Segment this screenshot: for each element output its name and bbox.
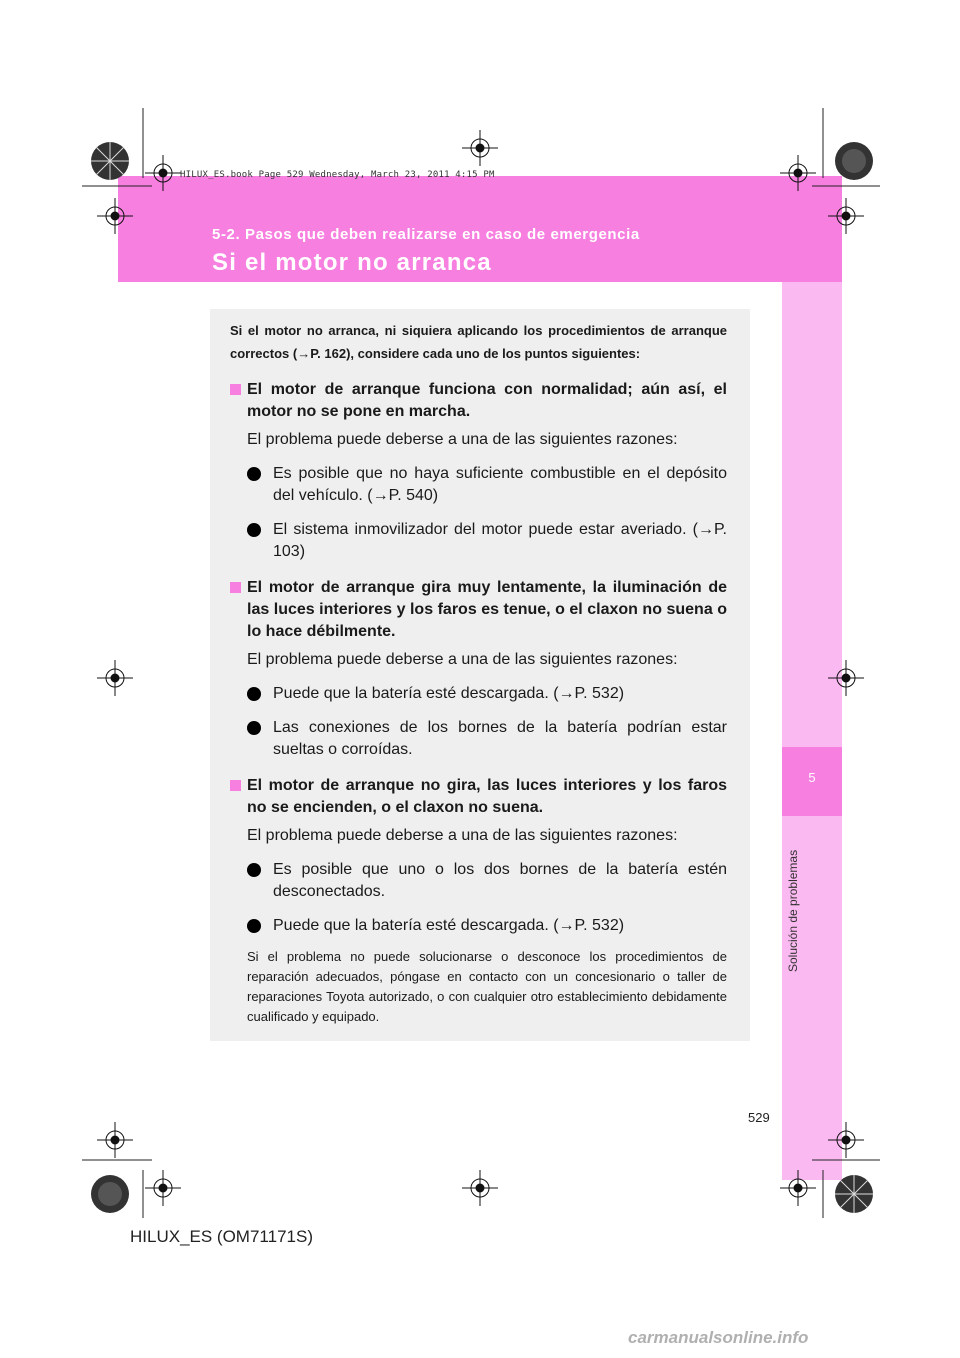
list-item-text: Es posible que uno o los dos bornes de la batería estén desconectados.	[273, 861, 727, 900]
registration-target-icon	[828, 198, 864, 234]
registration-target-icon	[145, 1170, 181, 1206]
cause-title: El motor de arranque gira muy lentamente, la iluminación de las luces interiores y los faros es tenue, o el claxon no suena o lo hace débilmente.	[247, 579, 727, 640]
color-wheel-icon	[834, 1174, 874, 1214]
page-number: 529	[748, 1110, 770, 1125]
cause-body: El problema puede deberse a una de las siguientes razones:	[247, 827, 678, 844]
watermark[interactable]: carmanualsonline.info	[628, 1328, 809, 1347]
list-item-text: Puede que la batería esté descargada. (→P. 532)	[273, 917, 625, 934]
section-label: 5-2. Pasos que deben realizarse en caso de emergencia	[212, 226, 640, 243]
color-wheel-icon	[90, 1174, 130, 1214]
footer-model: HILUX_ES (OM71171S)	[130, 1227, 313, 1246]
file-stamp: HILUX_ES.book Page 529 Wednesday, March 23, 2011 4:15 PM	[180, 170, 495, 180]
cause-title: El motor de arranque funciona con normalidad; aún así, el motor no se pone en marcha.	[247, 381, 727, 420]
cause-title: El motor de arranque no gira, las luces interiores y los faros no se encienden, o el claxon no suena.	[247, 777, 727, 816]
registration-target-icon	[145, 155, 181, 191]
list-item-text: Las conexiones de los bornes de la batería podrían estar sueltas o corroídas.	[273, 719, 727, 758]
color-wheel-icon	[834, 141, 874, 181]
list-item-text: Es posible que no haya suficiente combustible en el depósito del vehículo. (→P. 540)	[273, 465, 727, 504]
registration-target-icon	[97, 1122, 133, 1158]
registration-target-icon	[97, 198, 133, 234]
note-paragraph: Si el problema no puede solucionarse o desconoce los procedimientos de reparación adecuados, póngase en contacto con un concesionario o taller de reparaciones Toyota autorizado, o con cualquier otro establecimiento debidamente cualificado y equipado.	[247, 949, 727, 1024]
registration-target-icon	[97, 660, 133, 696]
list-item-text: El sistema inmovilizador del motor puede estar averiado. (→P. 103)	[273, 521, 727, 560]
registration-target-icon	[780, 155, 816, 191]
page-title: Si el motor no arranca	[212, 249, 492, 276]
list-item-text: Puede que la batería esté descargada. (→P. 532)	[273, 685, 625, 702]
chapter-number: 5	[808, 770, 816, 785]
cause-body: El problema puede deberse a una de las siguientes razones:	[247, 651, 678, 668]
registration-target-icon	[828, 660, 864, 696]
chapter-label-text: Solución de problemas	[786, 849, 800, 972]
color-wheel-icon	[90, 141, 130, 181]
registration-target-icon	[462, 1170, 498, 1206]
registration-target-icon	[780, 1170, 816, 1206]
intro-paragraph: Si el motor no arranca, ni siquiera aplicando los procedimientos de arranque correctos (→P. 162), considere cada uno de los puntos siguientes:	[230, 323, 727, 361]
cause-body: El problema puede deberse a una de las siguientes razones:	[247, 431, 678, 448]
registration-target-icon	[462, 130, 498, 166]
registration-target-icon	[828, 1122, 864, 1158]
